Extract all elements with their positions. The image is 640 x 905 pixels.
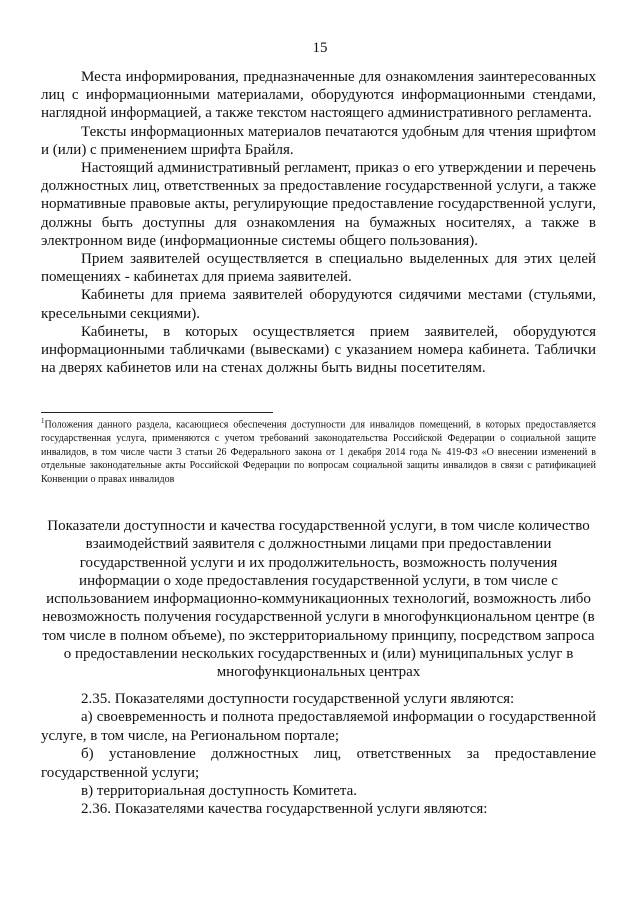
paragraph-info-texts: Тексты информационных материалов печатаются удобным для чтения шрифтом и (или) с применением шрифта Брайля. [41, 123, 596, 158]
item-c: в) территориальная доступность Комитета. [81, 783, 358, 800]
paragraph-signage: Кабинеты, в которых осуществляется прием заявителей, оборудуются информационными табличками (вывесками) с указанием номера кабинета. Таблички на дверях кабинетов или на стенах должны быть видны посетителям. [41, 323, 596, 377]
paragraph-regulation-availability: Настоящий административный регламент, приказ о его утверждении и перечень должностных лиц, ответственных за предоставление государственной услуги, а также нормативные правовые акты, регулирующие предоставление государственной услуги, должны быть доступны для ознакомления на бумажных носителях, а также в электронном виде (информационные системы общего пользования). [41, 160, 596, 249]
footnote-divider [41, 412, 273, 413]
paragraph-info-places: Места информирования, предназначенные для ознакомления заинтересованных лиц с информационными материалами, оборудуются информационными стендами, наглядной информацией, а также текстом настоящего административного регламента. [41, 69, 596, 122]
footnote-text: Положения данного раздела, касающиеся обеспечения доступности для инвалидов помещений, в которых предоставляется государственная услуга, применяются с учетом требований законодательства Российской Федерации о социальной защите инвалидов, в том числе части 3 статьи 26 Федерального закона от 1 декабря 2014 года № 419-ФЗ «О внесении изменений в отдельные законодательные акты Российской Федерации по вопросам социальной защиты инвалидов в связи с ратификацией Конвенции о правах инвалидов [41, 419, 596, 485]
paragraph-reception-rooms: Прием заявителей осуществляется в специально выделенных для этих целей помещениях - кабинетах для приема заявителей. [41, 251, 596, 286]
item-2-35: 2.35. Показателями доступности государственной услуги являются: [81, 691, 515, 707]
footnote [41, 415, 596, 486]
paragraph-seating: Кабинеты для приема заявителей оборудуются сидячими местами (стульями, кресельными секциями). [41, 287, 596, 322]
item-b: б) установление должностных лиц, ответственных за предоставление государственной услуги; [41, 746, 596, 781]
section-heading: Показатели доступности и качества государственной услуги, в том числе количество взаимодействий заявителя с должностными лицами при предоставлении государственной услуги и их продолжительность, возможность получения информации о ходе предоставления государственной услуги, в том числе с использованием информационно-коммуникационных технологий, возможность либо невозможность получения государственной услуги в многофункциональном центре (в том числе в полном объеме), по экстерриториальному принципу, посредством запроса о предоставлении нескольких государственных и (или) муниципальных услуг в многофункциональных центрах [42, 518, 595, 681]
item-2-36: 2.36. Показателями качества государственной услуги являются: [81, 801, 488, 818]
footnote-marker: 1 [41, 417, 45, 425]
section-indicators [41, 690, 596, 819]
page-number: 15 [312, 40, 328, 56]
item-a: а) своевременность и полнота предоставляемой информации о государственной услуге, в том числе, на Региональном портале; [41, 709, 596, 744]
body-text [41, 68, 596, 377]
